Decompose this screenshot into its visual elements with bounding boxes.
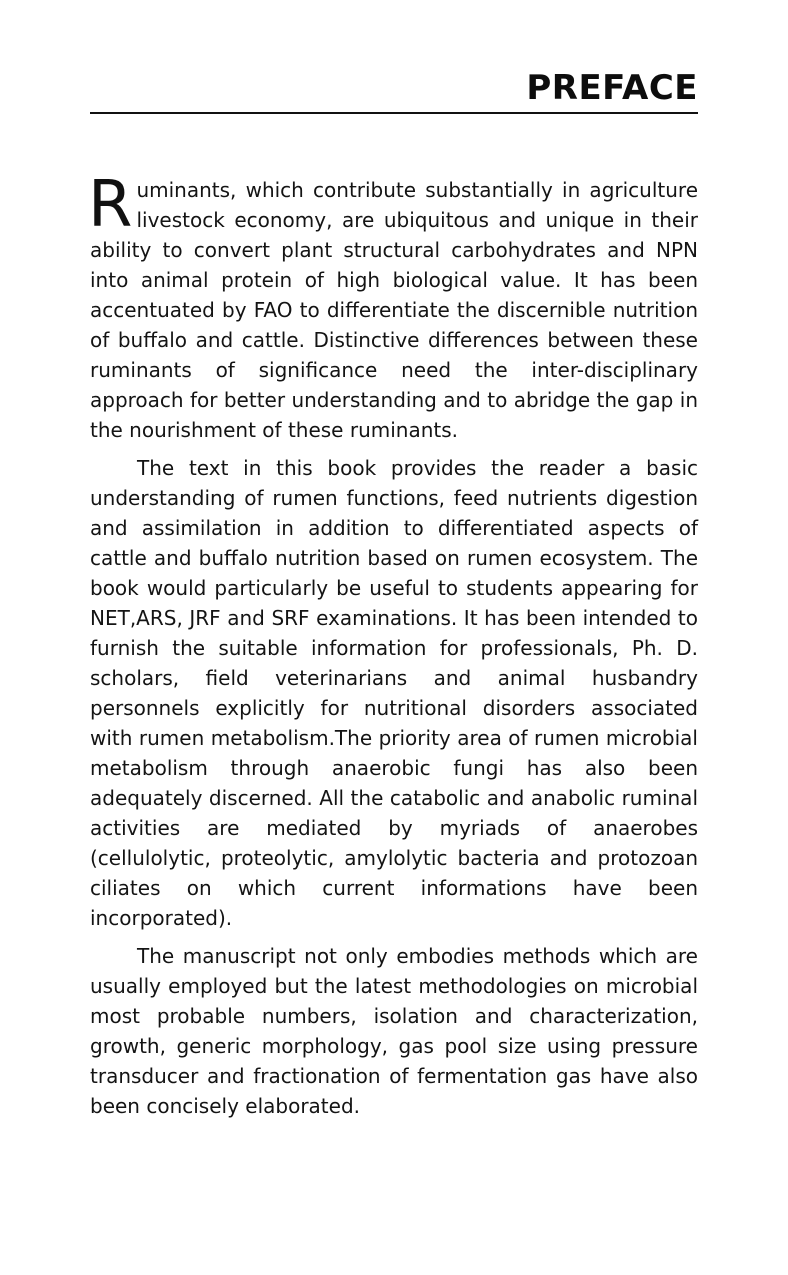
paragraph-1-text: uminants, which contribute substantially in agriculture livestock economy, are ubiquitous and unique in their ability to convert plant structural carbohydrates and NPN into animal protein of high biological value. It has been accentuated by FAO to differentiate the discernible nutrition of buffalo and cattle. Distinctive differences between these ruminants of significance need the inter-disciplinary approach for better understanding and to abridge the gap in the nourishment of these ruminants. [90, 178, 698, 442]
title-underline-rule [90, 112, 698, 114]
paragraph-3: The manuscript not only embodies methods which are usually employed but the latest methodologies on microbial most probable numbers, isolation and characterization, growth, generic morphology, gas pool size using pressure transducer and fractionation of fermentation gas have also been concisely elaborated. [90, 944, 698, 1118]
page-title: PREFACE [526, 68, 698, 108]
paragraph-1 [88, 168, 698, 445]
paragraph-2: The text in this book provides the reader a basic understanding of rumen functions, feed nutrients digestion and assimilation in addition to differentiated aspects of cattle and buffalo nutrition based on rumen ecosystem. The book would particularly be useful to students appearing for NET,ARS, JRF and SRF examinations. It has been intended to furnish the suitable information for professionals, Ph. D. scholars, field veterinarians and animal husbandry personnels explicitly for nutritional disorders associated with rumen metabolism.The priority area of rumen microbial metabolism through anaerobic fungi has also been adequately discerned. All the catabolic and anabolic ruminal activities are mediated by myriads of anaerobes (cellulolytic, proteolytic, amylolytic bacteria and protozoan ciliates on which current informations have been incorporated). [90, 456, 698, 930]
chapter-heading [90, 66, 698, 116]
preface-body [88, 168, 698, 1129]
drop-cap-letter: R [88, 168, 133, 242]
